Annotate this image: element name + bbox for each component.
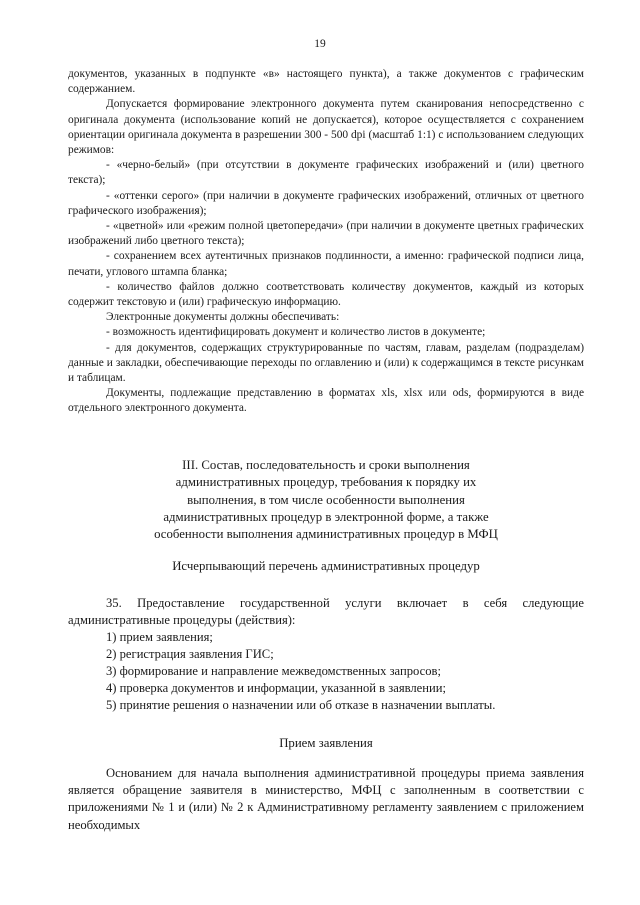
procedure-item: 1) прием заявления; bbox=[106, 630, 213, 644]
heading-line: административных процедур, требования к порядку их bbox=[175, 475, 477, 490]
reception-heading: Прием заявления bbox=[279, 736, 373, 750]
mode-grayscale: - «оттенки серого» (при наличии в документе графических изображений, отличных от цветного графического изображения); bbox=[68, 189, 584, 217]
procedures-intro: 35. Предоставление государственной услуги включает в себя следующие административные процедуры (действия): bbox=[68, 596, 584, 627]
spreadsheet-formats-paragraph: Документы, подлежащие представлению в форматах xls, xlsx или ods, формируются в виде отдельного электронного документа. bbox=[68, 387, 584, 415]
authenticity-requirement: - сохранением всех аутентичных признаков подлинности, а именно: графической подписи лица, печати, углового штампа бланка; bbox=[68, 250, 584, 278]
reception-section bbox=[68, 765, 584, 834]
identify-document-requirement: - возможность идентифицировать документ и количество листов в документе; bbox=[106, 326, 486, 339]
procedures-section bbox=[68, 595, 584, 714]
mode-color: - «цветной» или «режим полной цветопередачи» (при наличии в документе цветных графических изображений либо цветного текста); bbox=[68, 220, 584, 248]
procedure-item: 3) формирование и направление межведомственных запросов; bbox=[106, 664, 441, 678]
paragraph-scanning: Допускается формирование электронного документа путем сканирования непосредственно с оригинала документа (использование копий не допускается), которое осуществляется с сохранением ориентации оригинала документа в разрешении 300 - 500 dpi (масштаб 1:1) с использованием следующих режимов: bbox=[68, 98, 584, 157]
electronic-docs-must-provide: Электронные документы должны обеспечивать: bbox=[106, 311, 340, 324]
procedures-list-heading: Исчерпывающий перечень административных процедур bbox=[172, 559, 480, 573]
page-number: 19 bbox=[314, 38, 326, 50]
heading-line: выполнения, в том числе особенности выполнения bbox=[187, 492, 465, 507]
procedure-item: 4) проверка документов и информации, указанной в заявлении; bbox=[106, 681, 446, 695]
electronic-documents-requirements bbox=[68, 67, 584, 417]
section-3-heading bbox=[68, 457, 584, 543]
heading-line: III. Состав, последовательность и сроки выполнения bbox=[182, 458, 470, 472]
mode-black-white: - «черно-белый» (при отсутствии в документе графических изображений и (или) цветного текста); bbox=[68, 159, 584, 187]
procedure-item: 5) принятие решения о назначении или об отказе в назначении выплаты. bbox=[106, 698, 496, 712]
procedures-list bbox=[68, 629, 584, 714]
heading-line: административных процедур в электронной форме, а также bbox=[163, 509, 489, 524]
paragraph-continuation: документов, указанных в подпункте «в» настоящего пункта), а также документов с графическим содержанием. bbox=[68, 68, 584, 96]
reception-paragraph: Основанием для начала выполнения административной процедуры приема заявления является обращение заявителя в министерство, МФЦ с заполненным в соответствии с приложениями № 1 и (или) № 2 к Административному регламенту заявлением с приложением необходимых bbox=[68, 766, 584, 832]
procedure-item: 2) регистрация заявления ГИС; bbox=[106, 647, 274, 661]
file-count-requirement: - количество файлов должно соответствовать количеству документов, каждый из которых содержит текстовую и (или) графическую информацию. bbox=[68, 280, 584, 309]
heading-line: особенности выполнения административных процедур в МФЦ bbox=[154, 527, 498, 542]
structured-docs-requirement: - для документов, содержащих структурированные по частям, главам, разделам (подразделам) данные и закладки, обеспечивающие переходы по оглавлению и (или) к содержащимся в тексте рисункам и таблицам. bbox=[68, 341, 584, 385]
